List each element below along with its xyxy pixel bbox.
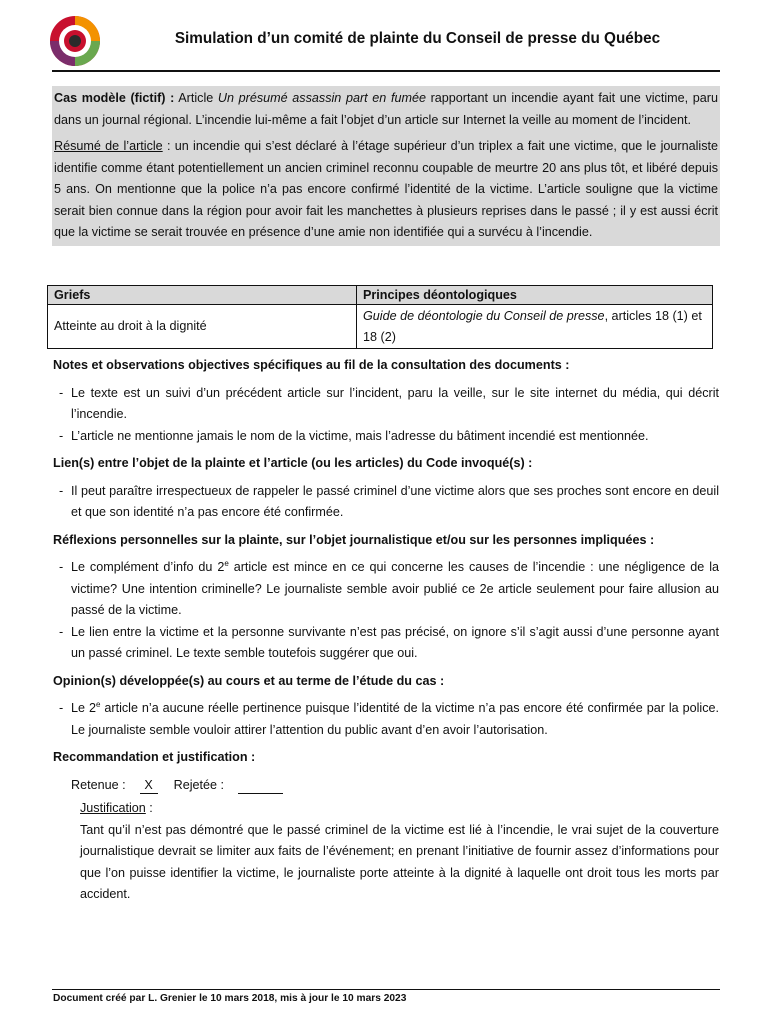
rejetee-blank xyxy=(238,778,283,794)
notes-heading: Notes et observations objectives spécifiques au fil de la consultation des documents : xyxy=(53,358,570,372)
principles-header: Principes déontologiques xyxy=(357,286,713,305)
recommendation-choice xyxy=(71,775,719,797)
page-header xyxy=(0,0,768,74)
justification-label-line xyxy=(80,798,719,820)
case-summary xyxy=(54,136,718,244)
analysis-sections xyxy=(53,355,719,906)
document-footer: Document créé par L. Grenier le 10 mars 2018, mis à jour le 10 mars 2023 xyxy=(53,993,407,1004)
principle-cell xyxy=(357,305,713,349)
footer-divider xyxy=(52,989,720,990)
notes-list xyxy=(53,383,719,448)
list-item xyxy=(53,557,719,622)
opinions-heading: Opinion(s) développée(s) au cours et au terme de l’étude du cas : xyxy=(53,673,445,688)
justification-text: Tant qu’il n’est pas démontré que le passé criminel de la victime est lié à l’incendie, le vrai sujet de la couverture journalistique devrait se limiter aux faits de l’événement; en prenant l’initiative de fournir assez d’informations pour que l’on puisse identifier la victime, le journaliste porte atteinte à la dignité à laquelle ont droit tous les morts par accident. xyxy=(80,822,719,901)
list-item: - Il peut paraître irrespectueux de rappeler le passé criminel d’une victime alors que ses proches sont encore en deuil et que son identité n’a pas encore été confirmée. xyxy=(53,481,719,524)
griefs-header: Griefs xyxy=(48,286,357,305)
case-intro-post: rapportant un incendie ayant fait une victime, paru dans un journal régional. L’incendie lui-même a fait l’objet d’un article sur Internet la veille au moment de l’incident. xyxy=(54,91,718,127)
list-item: - Le texte est un suivi d’un précédent article sur l’incident, paru la veille, sur le site internet du média, qui décrit l’incendie. xyxy=(53,383,719,426)
header-divider xyxy=(52,70,720,72)
reflection-1-pre: Le complément d’info du 2 xyxy=(71,560,225,574)
links-heading: Lien(s) entre l’objet de la plainte et l’article (ou les articles) du Code invoqué(s) : xyxy=(53,456,533,470)
recommendation-section xyxy=(53,747,719,906)
opinion-1-post: article n’a aucune réelle pertinence puisque l’identité de la victime n’a pas encore été confirmée par la police. Le journaliste semble vouloir attirer l’attention du public avant d’en avoir l’autorisation. xyxy=(71,701,720,737)
list-item: - Le lien entre la victime et la personne survivante n’est pas précisé, on ignore s’il s’agit aussi d’une personne ayant un passé criminel. Le texte semble toutefois suggérer que oui. xyxy=(53,622,719,665)
article-title: Un présumé assassin part en fumée xyxy=(217,91,426,105)
guide-title: Guide de déontologie du Conseil de presse xyxy=(363,308,605,323)
recommendation-heading: Recommandation et justification : xyxy=(53,750,256,764)
opinion-1-sup: e xyxy=(95,699,101,709)
rejetee-label: Rejetée : xyxy=(173,777,225,792)
case-label: Cas modèle (fictif) : xyxy=(54,91,175,105)
retenue-value: X xyxy=(140,778,158,794)
summary-label: Résumé de l’article xyxy=(54,139,163,153)
links-list xyxy=(53,481,719,524)
opinions-list xyxy=(53,698,719,741)
list-item xyxy=(53,698,719,741)
justification-colon: : xyxy=(145,801,153,815)
opinion-1-pre: Le 2 xyxy=(71,701,96,715)
retenue-label: Retenue : xyxy=(71,777,126,792)
reflection-1-sup: e xyxy=(224,558,229,568)
table-header-row xyxy=(48,286,713,305)
guide-articles: , articles 18 (1) et 18 (2) xyxy=(363,308,702,344)
reflections-heading: Réflexions personnelles sur la plainte, sur l’objet journalistique et/ou sur les personnes impliquées : xyxy=(53,532,655,547)
reflection-1-post: article est mince en ce qui concerne les causes de l’incendie : une négligence de la victime? Une intention criminelle? Le journaliste semble avoir publié ce 2e article seulement pour faire allusion au passé de la victime. xyxy=(71,560,720,617)
case-intro xyxy=(54,88,718,131)
reflections-list xyxy=(53,557,719,665)
griefs-table xyxy=(47,285,713,349)
list-item: - L’article ne mentionne jamais le nom de la victime, mais l’adresse du bâtiment incendié est mentionnée. xyxy=(53,426,719,448)
page-title: Simulation d’un comité de plainte du Conseil de presse du Québec xyxy=(174,30,661,47)
case-summary-box xyxy=(52,86,720,246)
table-row xyxy=(48,305,713,349)
grief-cell: Atteinte au droit à la dignité xyxy=(48,305,357,349)
conseil-de-presse-logo-icon xyxy=(48,14,102,68)
case-intro-pre: Article xyxy=(174,91,218,105)
justification-label: Justification xyxy=(80,801,146,815)
summary-text: : un incendie qui s’est déclaré à l’étage supérieur d’un triplex a fait une victime, que le journaliste identifie comme étant potentiellement un ancien criminel reconnu coupable de meurtre 20 ans plus tôt, et libéré depuis 5 ans. On mentionne que la police n’a pas encore confirmé l’identité de la victime. L’article souligne que la victime serait bien connue dans la région pour avoir fait les manchettes à plusieurs reprises dans le passé ; il y est aussi écrit que la victime se serait trouvée en présence d’une amie non identifiée qui a survécu à l’incendie. xyxy=(54,139,718,239)
